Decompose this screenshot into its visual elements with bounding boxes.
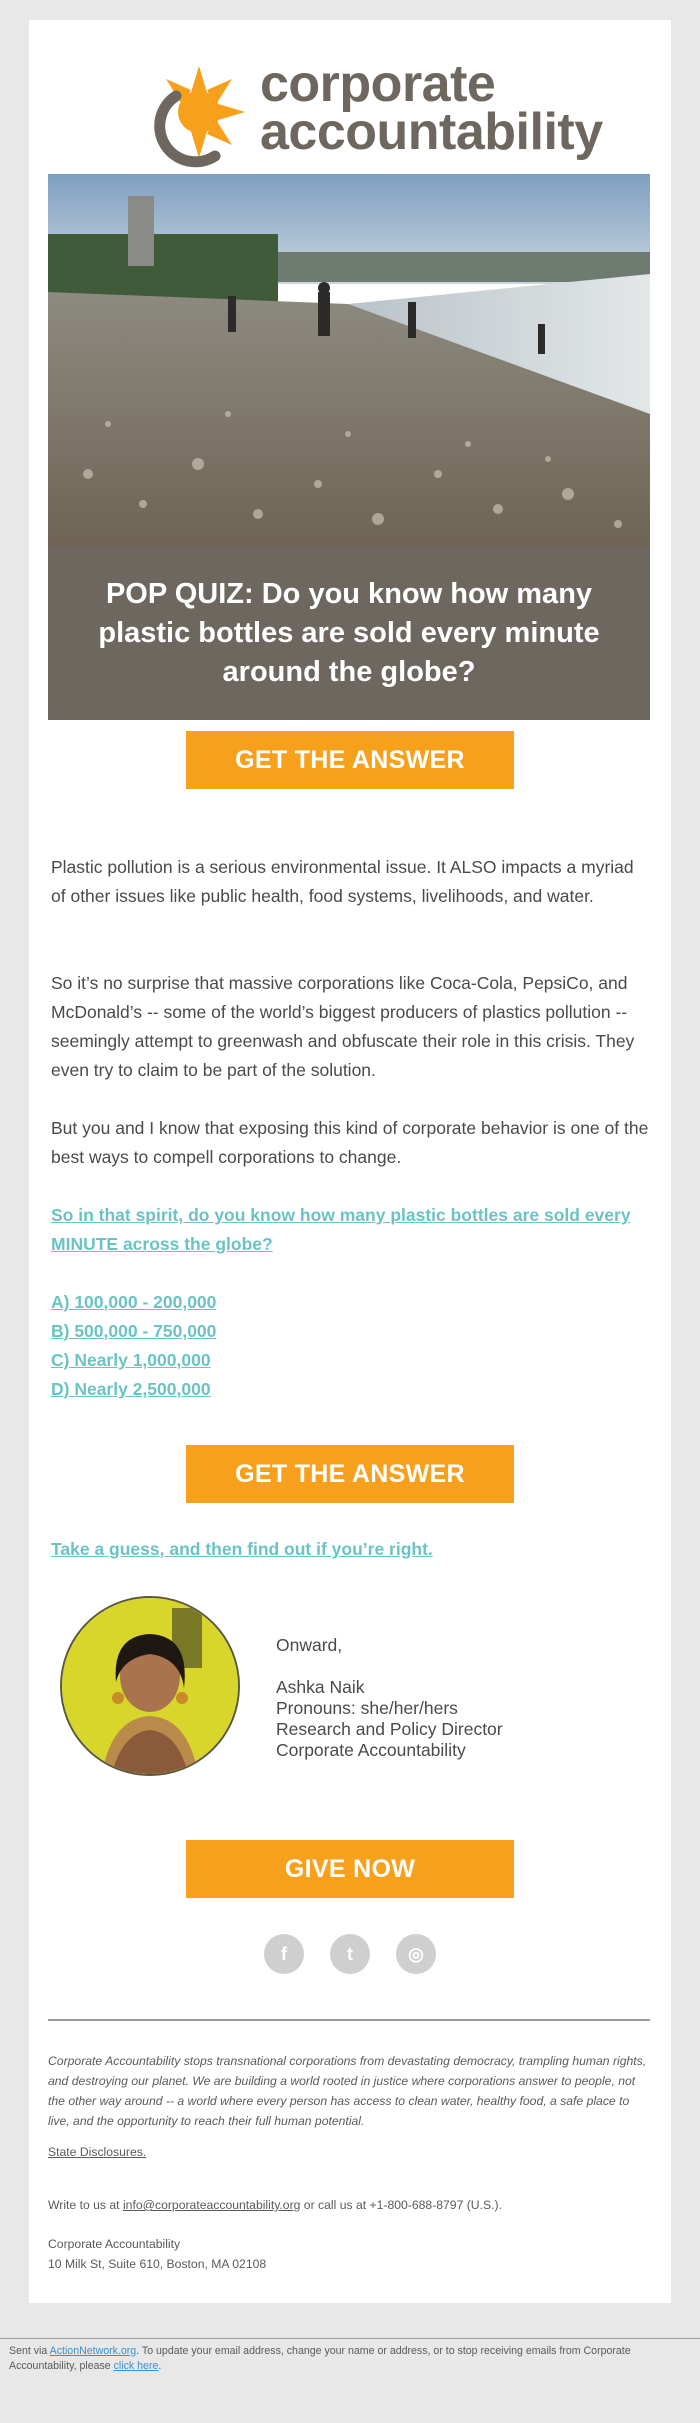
get-answer-button-2[interactable]: GET THE ANSWER xyxy=(186,1445,514,1503)
actionnetwork-link[interactable]: ActionNetwork.org xyxy=(49,2345,137,2357)
email-link[interactable]: info@corporateaccountability.org xyxy=(122,2198,301,2212)
signer-pronouns: Pronouns: she/her/hers xyxy=(276,1698,458,1718)
corporate-accountability-logo[interactable] xyxy=(133,52,603,180)
footer-address: 10 Milk St, Suite 610, Boston, MA 02108 xyxy=(48,2257,267,2271)
footer-org-name: Corporate Accountability xyxy=(48,2237,181,2251)
footer-divider xyxy=(48,2019,650,2021)
logo-line-1: corporate xyxy=(260,55,496,113)
answer-option-d[interactable]: D) Nearly 2,500,000 xyxy=(51,1379,211,1399)
sent-via-divider xyxy=(0,2338,700,2339)
signer-org: Corporate Accountability xyxy=(276,1740,466,1760)
beach-plastic-image xyxy=(48,174,650,546)
signer-role: Research and Policy Director xyxy=(276,1719,503,1739)
state-disclosures-link[interactable]: State Disclosures. xyxy=(48,2145,147,2159)
email-card xyxy=(29,20,671,2303)
social-links xyxy=(264,1934,436,1974)
sent-prefix: Sent via xyxy=(9,2345,50,2357)
quiz-title: POP QUIZ: Do you know how many plastic bottles are sold every minute around the globe? xyxy=(98,577,600,688)
click-here-link[interactable]: click here xyxy=(113,2360,159,2372)
contact-phone: or call us at +1-800-688-8797 (U.S.). xyxy=(300,2198,502,2212)
twitter-icon[interactable]: t xyxy=(330,1934,370,1974)
answer-options xyxy=(51,1288,651,1404)
quiz-banner xyxy=(48,546,650,720)
answer-option-a[interactable]: A) 100,000 - 200,000 xyxy=(51,1292,217,1312)
answer-option-c[interactable]: C) Nearly 1,000,000 xyxy=(51,1350,211,1370)
instagram-icon[interactable]: ◎ xyxy=(396,1934,436,1974)
contact-line xyxy=(48,2195,650,2215)
paragraph-exposing: But you and I know that exposing this kind of corporate behavior is one of the best ways to compell corporations to change. xyxy=(51,1118,649,1167)
signature-block xyxy=(276,1635,636,1761)
facebook-icon[interactable]: f xyxy=(264,1934,304,1974)
get-answer-button[interactable]: GET THE ANSWER xyxy=(186,731,514,789)
quiz-question-link[interactable]: So in that spirit, do you know how many plastic bottles are sold every MINUTE across the globe? xyxy=(51,1205,631,1254)
sun-logo-icon xyxy=(133,60,253,180)
logo-wordmark xyxy=(260,55,603,161)
take-a-guess-link[interactable]: Take a guess, and then find out if you’re right. xyxy=(51,1539,433,1559)
signer-name: Ashka Naik xyxy=(276,1677,365,1697)
hero-image[interactable] xyxy=(48,174,650,546)
answer-option-b[interactable]: B) 500,000 - 750,000 xyxy=(51,1321,217,1341)
paragraph-plastic-pollution: Plastic pollution is a serious environmental issue. It ALSO impacts a myriad of other issues like public health, food systems, livelihoods, and water. xyxy=(51,857,634,906)
give-now-button[interactable]: GIVE NOW xyxy=(186,1840,514,1898)
contact-prefix: Write to us at xyxy=(48,2198,123,2212)
mailing-address xyxy=(48,2234,650,2274)
sent-via-notice xyxy=(9,2344,669,2374)
mission-statement: Corporate Accountability stops transnational corporations from devastating democracy, trampling human rights, and destroying our planet. We are building a world rooted in justice where corporations answer to people, not the other way around -- a world where every person has access to clean water, healthy food, a safe place to live, and the opportunity to reach their full human potential. xyxy=(48,2054,647,2128)
portrait-image xyxy=(62,1598,238,1774)
paragraph-corporations: So it’s no surprise that massive corporations like Coca-Cola, PepsiCo, and McDonald’s -- some of the world’s biggest producers of plastics pollution -- seemingly attempt to greenwash and obfuscate their role in this crisis. They even try to claim to be part of the solution. xyxy=(51,973,635,1080)
logo-line-2: accountability xyxy=(260,103,603,161)
sent-suffix: . xyxy=(158,2360,162,2372)
avatar xyxy=(60,1596,240,1776)
sent-middle: . To update your email address, change your name or address, or to stop receiving emails from Corporate Accountability, please xyxy=(9,2345,631,2372)
signoff-onward: Onward, xyxy=(276,1635,343,1655)
